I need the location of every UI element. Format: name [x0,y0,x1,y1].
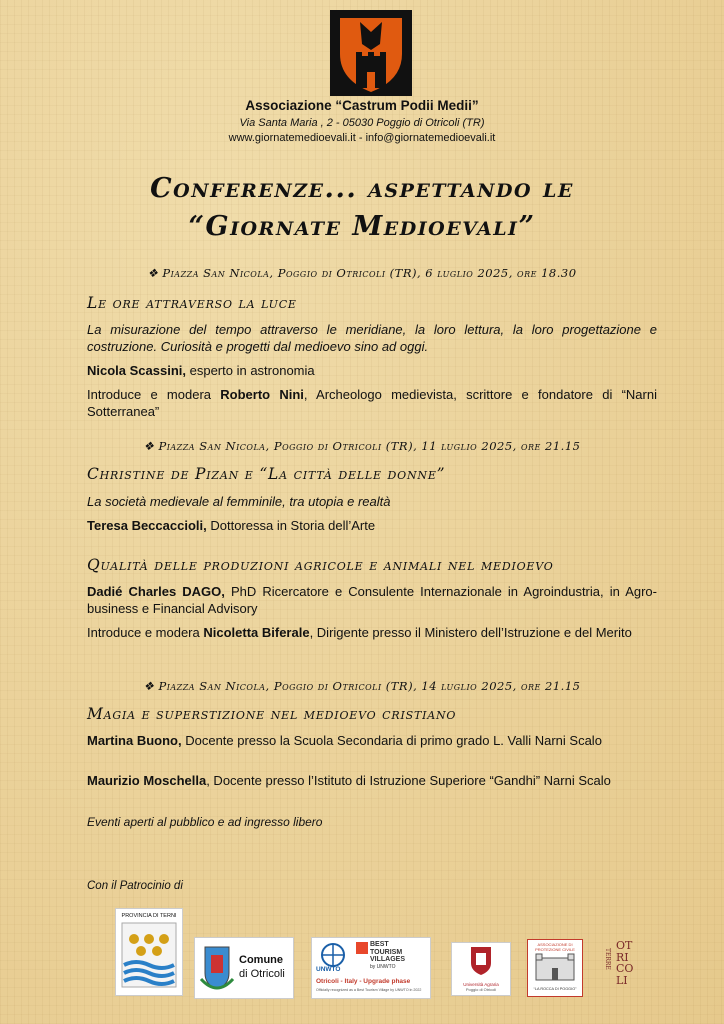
event-2-speaker2: Dadié Charles DAGO, PhD Ricercatore e Consulente Internazionale in Agroindustria, in Agro-business e Financial Advisory [87,584,657,616]
unwto-globe-icon [318,942,348,968]
event-1-venue: ❖ Piazza San Nicola, Poggio di Otricoli (TR), 6 luglio 2025, ore 18.30 [147,266,577,280]
event-2-subtitle: La società medievale al femminile, tra utopia e realtà [87,494,391,509]
event-3-speaker2: Maurizio Moschella, Docente presso l’Istituto di Istruzione Superiore “Gandhi” Narni Scalo [87,773,611,788]
terre-otricoli-logo: TERRE OT RI CO LI [604,939,634,987]
protezione-civile-logo: ASSOCIAZIONE DI PROTEZIONE CIVILE “LA ROCCA DI POGGIO” [527,939,583,997]
comune-crest-icon [197,939,237,997]
event-1-talk-title: Le ore attraverso la luce [87,294,297,312]
association-name: Associazione “Castrum Podii Medii” [245,98,479,113]
universita-agraria-logo: Università Agraria Poggio di Otricoli [451,942,511,996]
event-1-speaker: Nicola Scassini, esperto in astronomia [87,363,315,378]
event-2-moderator: Introduce e modera Nicoletta Biferale, Dirigente presso il Ministero dell’Istruzione e del Merito [87,625,632,640]
association-address: Via Santa Maria , 2 - 05030 Poggio di Otricoli (TR) [239,117,485,129]
event-2-venue: ❖ Piazza San Nicola, Poggio di Otricoli (TR), 11 luglio 2025, ore 21.15 [143,439,581,453]
castle-icon [528,952,582,982]
comune-otricoli-logo: Comune di Otricoli [194,937,294,999]
association-contacts: www.giornatemedioevali.it - info@giornatemedioevali.it [228,132,496,144]
shield-logo-icon [330,10,412,96]
provincia-terni-logo: PROVINCIA DI TERNI [115,908,183,996]
best-tourism-villages-logo: UNWTO BEST TOURISM VILLAGES by UNWTO Otricoli - Italy - Upgrade phase Officially recognized as a Best Tourism Village by UNWTO in 2022 [311,937,431,999]
event-3-talk-title: Magia e superstizione nel medioevo cristiano [87,705,457,723]
free-entry-note: Eventi aperti al pubblico e ad ingresso libero [87,815,323,829]
agraria-shield-icon [452,943,510,977]
event-2-talk2-title: Qualità delle produzioni agricole e animali nel medioevo [87,556,554,574]
best-tourism-mark-icon [356,942,368,954]
event-2-talk-title: Christine de Pizan e “La città delle donne” [87,465,446,483]
page-title-line1: Conferenze... aspettando le [150,173,574,204]
association-logo [330,10,412,96]
event-3-venue: ❖ Piazza San Nicola, Poggio di Otricoli (TR), 14 luglio 2025, ore 21.15 [143,679,581,693]
event-3-speaker: Martina Buono, Docente presso la Scuola Secondaria di primo grado L. Valli Narni Scalo [87,733,602,748]
provincia-crest-icon [116,919,182,991]
diamond-bullet-icon: ❖ [147,266,163,280]
page-title-line2: “Giornate Medioevali” [188,211,536,242]
patronage-label: Con il Patrocinio di [87,880,183,892]
diamond-bullet-icon: ❖ [143,439,159,453]
diamond-bullet-icon: ❖ [143,679,159,693]
event-1-subtitle: La misurazione del tempo attraverso le meridiane, la loro lettura, la loro progettazione e costruzione. Curiosità e progetti dal medioevo sino ad oggi. [87,322,657,354]
event-2-speaker: Teresa Beccaccioli, Dottoressa in Storia dell’Arte [87,518,376,533]
event-1-moderator: Introduce e modera Roberto Nini, Archeologo medievista, scrittore e fondatore di “Narni Sotterranea” [87,387,657,419]
